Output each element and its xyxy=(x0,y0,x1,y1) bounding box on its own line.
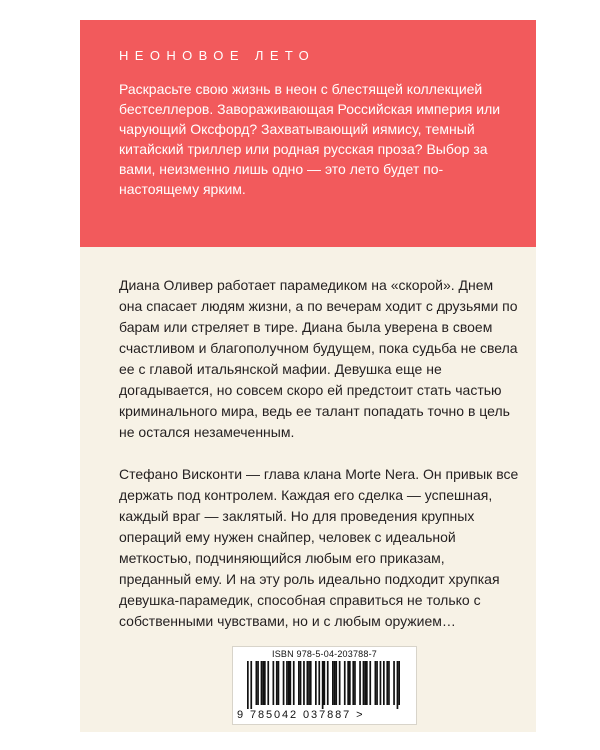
barcode-bar xyxy=(352,661,354,705)
barcode-bar xyxy=(288,661,290,705)
barcode-bar xyxy=(354,661,356,705)
barcode-bar xyxy=(273,661,275,705)
barcode-bar xyxy=(264,661,266,705)
barcode-bar xyxy=(393,661,395,705)
barcode-bar xyxy=(247,661,249,709)
barcode-bar xyxy=(261,661,263,705)
barcode-block xyxy=(232,646,417,725)
barcode-bar xyxy=(257,661,259,705)
barcode-bar xyxy=(290,661,292,705)
barcode-bar xyxy=(250,661,252,709)
barcode-bar xyxy=(375,661,377,705)
barcode-bar xyxy=(369,661,371,705)
barcode-bar xyxy=(332,661,334,705)
barcode-bar xyxy=(267,661,269,705)
synopsis-paragraph-1: Диана Оливер работает парамедиком на «скорой». Днем она спасает людям жизни, а по вечерам ходит с друзьями по барам или стреляет в тире. Диана была уверена в своем счастливом и благополучном будущем, пока судьба не свела ее с главой итальянской мафии. Девушка еще не догадывается, но совсем скоро ей предстоит стать частью криминального мира, ведь ее талант попадать точно в цель не остался незамеченным. xyxy=(119,277,518,440)
barcode-bar xyxy=(303,661,305,705)
barcode-bar xyxy=(363,661,365,705)
barcode-bar xyxy=(383,661,385,705)
barcode-bar xyxy=(262,661,264,705)
barcode-bar xyxy=(364,661,366,705)
barcode-bar xyxy=(388,661,390,705)
series-title: НЕОНОВОЕ ЛЕТО xyxy=(119,48,316,63)
barcode-bar xyxy=(376,661,378,705)
barcode-bar xyxy=(308,661,310,705)
isbn-label: ISBN 978-5-04-203788-7 xyxy=(272,649,377,659)
barcode-bar xyxy=(283,661,285,705)
barcode-bar xyxy=(318,661,320,705)
series-banner xyxy=(80,20,536,247)
barcode-bar xyxy=(298,661,300,705)
barcode-bar xyxy=(334,661,336,705)
barcode-bar xyxy=(366,661,368,705)
barcode-bar xyxy=(310,661,312,705)
barcode-bar xyxy=(307,661,309,705)
barcode-bar xyxy=(349,661,351,705)
book-back-cover xyxy=(80,20,536,732)
barcode-bar xyxy=(347,661,349,705)
barcode-bar xyxy=(359,661,361,705)
barcode-bar xyxy=(300,661,302,705)
barcode-bar xyxy=(380,661,382,705)
barcode-bar xyxy=(286,661,288,705)
barcode-digits: 9 785042 037887 > xyxy=(237,709,365,721)
barcode-bar xyxy=(315,661,317,705)
barcode-bar xyxy=(386,661,388,705)
barcode-bar xyxy=(293,661,295,705)
barcode-bar xyxy=(344,661,346,705)
barcode-icon xyxy=(239,661,411,709)
barcode-bar xyxy=(339,661,341,705)
barcode-bar xyxy=(398,661,400,705)
barcode-bar xyxy=(327,661,329,705)
barcode-bar xyxy=(335,661,337,705)
barcode-bar xyxy=(324,661,326,705)
barcode-bar xyxy=(278,661,280,705)
barcode-bar xyxy=(256,661,258,705)
barcode-bar xyxy=(276,661,278,705)
barcode-bar xyxy=(397,661,399,709)
series-blurb: Раскрасьте свою жизнь в неон с блестящей коллекцией бестселлеров. Завораживающая Российская империя или чарующий Оксфорд? Захватывающий иямису, темный китайский триллер или родная русская проза? Выбор за вами, неизменно лишь одно — это лето будет по-настоящему ярким. xyxy=(119,81,501,197)
barcode-bar xyxy=(322,661,324,709)
synopsis-paragraph-2: Стефано Висконти — глава клана Morte Nera. Он привык все держать под контролем. Каждая его сделка — успешная, каждый враг — заклятый. Но для проведения крупных операций ему нужен снайпер, человек с идеальной меткостью, подчиняющийся любым его приказам, преданный ему. И на эту роль идеально подходит хрупкая девушка-парамедик, способная справиться не только с собственными чувствами, но и с любым оружием… xyxy=(119,466,519,629)
